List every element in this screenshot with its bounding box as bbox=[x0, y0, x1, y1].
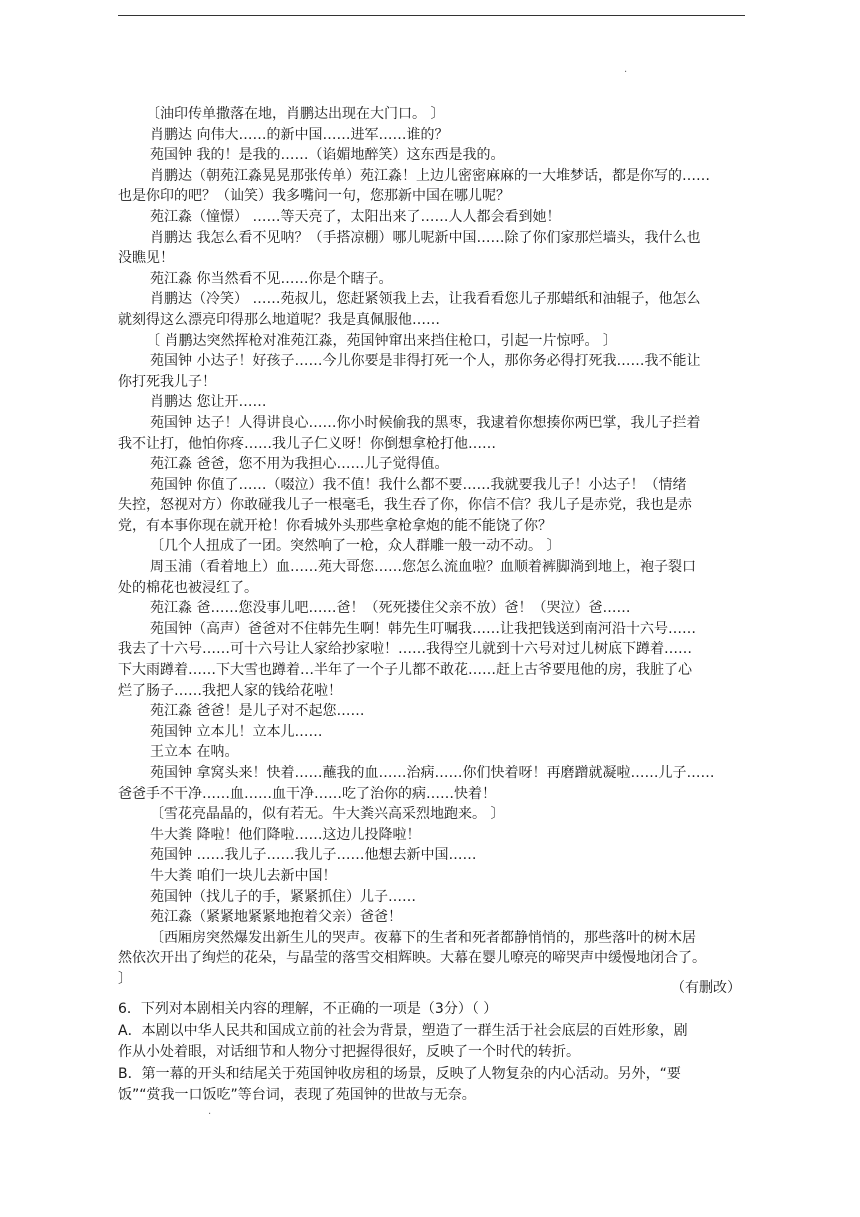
option-b: 饭”“赏我一口饭吃”等台词，表现了苑国钟的世故与无奈。 bbox=[118, 1086, 476, 1103]
stage-direction: 〕 bbox=[118, 970, 132, 987]
dialogue-line: 没瞧见！ bbox=[118, 250, 174, 267]
dialogue-line: 党，有本事你现在就开枪！你看城外头那些拿枪拿炮的能不能饶了你？ bbox=[118, 517, 552, 534]
scan-dot: · bbox=[208, 1109, 212, 1120]
dialogue-line: 苑国钟（找儿子的手，紧紧抓住）儿子…… bbox=[150, 888, 416, 905]
dialogue-line: 苑江淼 你当然看不见……你是个瞎子。 bbox=[150, 270, 393, 287]
stage-direction: 〔西厢房突然爆发出新生儿的哭声。夜幕下的生者和死者都静悄悄的，那些落叶的树木居 bbox=[150, 929, 696, 946]
dialogue-line: 肖鹏达 您让开…… bbox=[150, 394, 267, 411]
dialogue-line: 苑江淼 爸……您没事儿吧……爸！（死死搂住父亲不放）爸！（哭泣）爸…… bbox=[150, 600, 631, 617]
dialogue-line: 肖鹏达 向伟大……的新中国……进军……谁的？ bbox=[150, 126, 449, 143]
dialogue-line: 苑国钟 小达子！好孩子……今儿你要是非得打死一个人，那你务必得打死我……我不能让 bbox=[150, 353, 701, 370]
option-a: 作从小处着眼，对话细节和人物分寸把握得很好，反映了一个时代的转折。 bbox=[118, 1044, 580, 1061]
dialogue-line: 失控，怒视对方）你敢碰我儿子一根毫毛，我生吞了你，你信不信？我儿子是赤党，我也是赤 bbox=[118, 497, 692, 514]
stage-direction: 然依次开出了绚烂的花朵，与晶莹的落雪交相辉映。大幕在婴儿嘹亮的啼哭声中缓慢地闭合了。 bbox=[118, 950, 706, 967]
scan-dot: · bbox=[624, 67, 628, 78]
dialogue-line: 苑国钟 达子！人得讲良心……你小时候偷我的黑枣，我逮着你想揍你两巴掌，我儿子拦着 bbox=[150, 414, 701, 431]
option-a: A．本剧以中华人民共和国成立前的社会为背景，塑造了一群生活于社会底层的百姓形象，剧 bbox=[118, 1022, 688, 1039]
dialogue-line: 也是你印的吧？（讪笑）我多嘴问一句，您那新中国在哪儿呢？ bbox=[118, 188, 510, 205]
dialogue-line: 就刻得这么漂亮印得那么地道呢？我是真佩服他…… bbox=[118, 311, 440, 328]
stage-direction: 〔 肖鹏达突然挥枪对准苑江淼，苑国钟窜出来挡住枪口，引起一片惊呼。 〕 bbox=[146, 332, 617, 349]
top-rule bbox=[118, 15, 745, 16]
dialogue-line: 处的棉花也被浸红了。 bbox=[118, 579, 258, 596]
dialogue-line: 我去了十六号……可十六号让人家给抄家啦！……我得空儿就到十六号对过儿树底下蹲着…… bbox=[118, 641, 692, 658]
question-block bbox=[118, 978, 745, 1106]
dialogue-line: 苑国钟 立本儿！立本儿…… bbox=[150, 723, 323, 740]
question-stem: 6．下列对本剧相关内容的理解，不正确的一项是（3分）（ ） bbox=[118, 1001, 498, 1018]
dialogue-line: 烂了肠子……我把人家的钱给花啦！ bbox=[118, 682, 342, 699]
dialogue-line: 牛大粪 降啦！他们降啦……这边儿投降啦！ bbox=[150, 826, 421, 843]
stage-direction: 〔油印传单撒落在地，肖鹏达出现在大门口。 〕 bbox=[146, 106, 445, 122]
dialogue-line: 周玉浦（看着地上）血……苑大哥您……您怎么流血啦？血顺着裤脚淌到地上，袍子裂口 bbox=[150, 559, 696, 576]
dialogue-line: 苑国钟（高声）爸爸对不住韩先生啊！韩先生叮嘱我……让我把钱送到南河沿十六号…… bbox=[150, 620, 696, 637]
source-note: （有删改） bbox=[671, 980, 741, 996]
stage-direction: 〔几个人扭成了一团。突然响了一枪，众人群雕一般一动不动。 〕 bbox=[150, 538, 561, 555]
option-b: B．第一幕的开头和结尾关于苑国钟收房租的场景，反映了人物复杂的内心活动。另外，“要 bbox=[118, 1065, 681, 1082]
dialogue-line: 爸爸手不干净……血……血干净……吃了治你的病……快着！ bbox=[118, 785, 496, 802]
script-excerpt bbox=[118, 104, 745, 990]
dialogue-line: 肖鹏达（冷笑） ……苑叔儿，您赶紧领我上去，让我看看您儿子那蜡纸和油辊子，他怎么 bbox=[150, 291, 701, 308]
dialogue-line: 苑江淼 爸爸，您不用为我担心……儿子觉得值。 bbox=[150, 456, 449, 473]
dialogue-line: 你打死我儿子！ bbox=[118, 373, 216, 390]
dialogue-line: 我不让打，他怕你疼……我儿子仁义呀！你倒想拿枪打他…… bbox=[118, 435, 496, 452]
dialogue-line: 苑江淼 爸爸！是儿子对不起您…… bbox=[150, 703, 365, 720]
dialogue-line: 苑江淼（憧憬） ……等天亮了，太阳出来了……人人都会看到她！ bbox=[150, 208, 561, 225]
dialogue-line: 肖鹏达（朝苑江淼晃晃那张传单）苑江淼！上边儿密密麻麻的一大堆梦话，都是你写的…… bbox=[150, 167, 710, 184]
dialogue-line: 苑国钟 你值了……（啜泣）我不值！我什么都不要……我就要我儿子！小达子！（情绪 bbox=[150, 476, 687, 493]
dialogue-line: 肖鹏达 我怎么看不见呐？（手搭凉棚）哪儿呢新中国……除了你们家那烂墙头，我什么也 bbox=[150, 229, 701, 246]
dialogue-line: 牛大粪 咱们一块儿去新中国！ bbox=[150, 867, 337, 884]
dialogue-line: 王立本 在呐。 bbox=[150, 744, 239, 761]
stage-direction: 〔雪花亮晶晶的，似有若无。牛大粪兴高采烈地跑来。 〕 bbox=[150, 806, 505, 823]
dialogue-line: 苑国钟 ……我儿子……我儿子……他想去新中国…… bbox=[150, 847, 477, 864]
dialogue-line: 苑江淼（紧紧地紧紧地抱着父亲）爸爸！ bbox=[150, 909, 402, 926]
dialogue-line: 苑国钟 拿窝头来！快着……蘸我的血……治病……你们快着呀！再磨蹭就凝啦……儿子…… bbox=[150, 765, 715, 781]
dialogue-line: 苑国钟 我的！是我的……（谄媚地醉笑）这东西是我的。 bbox=[150, 147, 505, 164]
dialogue-line: 下大雨蹲着……下大雪也蹲着…半年了一个子儿都不敢花……赶上古爷要甩他的房，我脏了心 bbox=[118, 662, 692, 679]
